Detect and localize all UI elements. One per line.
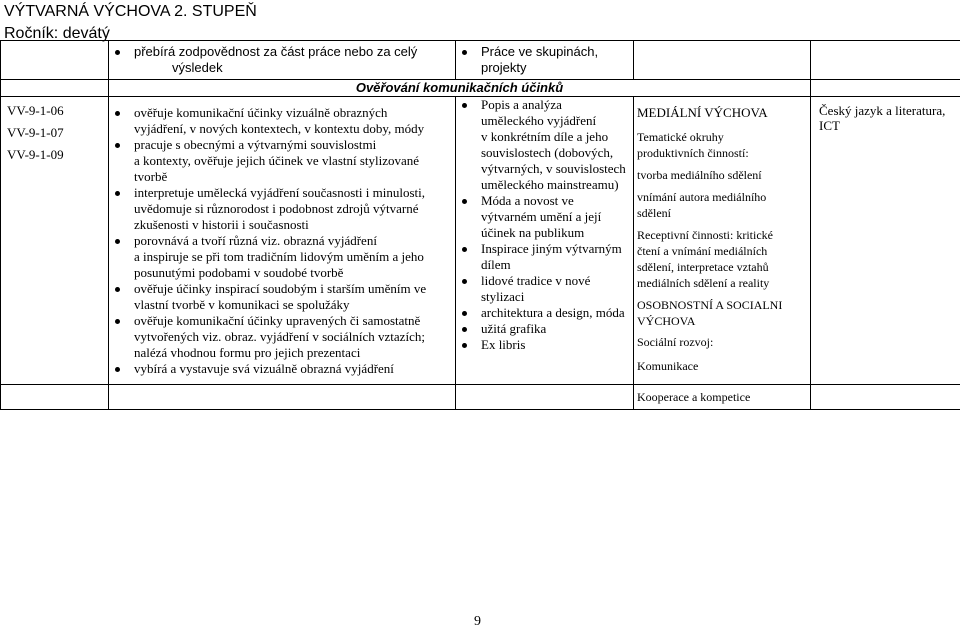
list-item: Inspirace jiným výtvarným dílem	[456, 241, 633, 273]
page-number: 9	[474, 614, 481, 630]
list-item: přebírá zodpovědnost za část práce nebo za celý výsledek	[109, 44, 455, 76]
cross-themes-cell	[634, 97, 811, 385]
code-label: VV-9-1-07	[1, 123, 108, 143]
codes-cell	[1, 97, 109, 385]
media-education-title: MEDIÁLNÍ VÝCHOVA	[634, 105, 810, 121]
personal-social-education-title: OSOBNOSTNÍ A SOCIALNI VÝCHOVA	[634, 297, 810, 329]
list-item: ověřuje komunikační účinky vizuálně obrazných vyjádření, v nových kontextech, v kontextu doby, módy	[109, 105, 455, 137]
thematic-areas: Tematické okruhy produktivních činností:	[634, 129, 810, 161]
empty-cell	[634, 41, 811, 80]
page-title: VÝTVARNÁ VÝCHOVA 2. STUPEŇ	[4, 3, 257, 21]
section-heading: Ověřování komunikačních účinků	[109, 80, 811, 97]
list-item: Popis a analýza uměleckého vyjádření v konkrétním díle a jeho souvislostech (dobových, výtvarných, v souvislostech uměleckého mainstreamu)	[456, 97, 633, 193]
empty-cell	[811, 80, 960, 97]
list-item: Ex libris	[456, 337, 633, 353]
empty-cell	[1, 80, 109, 97]
code-label: VV-9-1-09	[1, 145, 108, 165]
subjects-cell	[811, 97, 960, 385]
theme-item: tvorba mediálního sdělení	[634, 167, 810, 183]
list-item: architektura a design, móda	[456, 305, 633, 321]
theme-item: Kooperace a kompetice	[634, 389, 810, 405]
empty-cell	[811, 41, 960, 80]
theme-item: Komunikace	[634, 358, 810, 374]
empty-cell	[1, 41, 109, 80]
curriculum-table	[0, 40, 960, 410]
list-item: Móda a novost ve výtvarném umění a její účinek na publikum	[456, 193, 633, 241]
grade-label: Ročník: devátý	[4, 25, 110, 43]
method-cell-top	[456, 41, 634, 80]
empty-cell	[811, 385, 960, 410]
theme-item: Sociální rozvoj:	[634, 334, 810, 350]
topics-cell	[456, 97, 634, 385]
list-item: pracuje s obecnými a výtvarnými souvislostmi a kontexty, ověřuje jejich účinek ve vlastní stylizované tvorbě	[109, 137, 455, 185]
list-item: porovnává a tvoří různá viz. obrazná vyjádření a inspiruje se při tom tradičním lidovým uměním a jeho posunutými podobami v soudobé tvorbě	[109, 233, 455, 281]
table-row	[1, 385, 960, 410]
list-item: lidové tradice v nové stylizaci	[456, 273, 633, 305]
theme-item: Receptivní činnosti: kritické čtení a vnímání mediálních sdělení, interpretace vztahů mediálních sdělení a reality	[634, 227, 810, 291]
table-row	[1, 41, 960, 80]
code-label: VV-9-1-06	[1, 101, 108, 121]
table-row	[1, 80, 960, 97]
list-item: Práce ve skupinách, projekty	[456, 44, 633, 76]
list-item: ověřuje komunikační účinky upravených či samostatně vytvořených viz. obraz. vyjádření v sociálních vztazích; nalézá vhodnou formu pro jejich prezentaci	[109, 313, 455, 361]
outcome-cell-top	[109, 41, 456, 80]
empty-cell	[109, 385, 456, 410]
cooperation-cell	[634, 385, 811, 410]
empty-cell	[456, 385, 634, 410]
list-item: ověřuje účinky inspirací soudobým i starším uměním ve vlastní tvorbě v komunikaci se spolužáky	[109, 281, 455, 313]
empty-cell	[1, 385, 109, 410]
table-row	[1, 97, 960, 385]
list-item: interpretuje umělecká vyjádření současnosti i minulosti, uvědomuje si různorodost i podobnost zdrojů výtvarné zkušenosti v historii i současnosti	[109, 185, 455, 233]
related-subjects: Český jazyk a literatura, ICT	[811, 103, 960, 133]
theme-item: vnímání autora mediálního sdělení	[634, 189, 810, 221]
list-item: vybírá a vystavuje svá vizuálně obrazná vyjádření	[109, 361, 455, 377]
outcomes-cell	[109, 97, 456, 385]
list-item: užitá grafika	[456, 321, 633, 337]
